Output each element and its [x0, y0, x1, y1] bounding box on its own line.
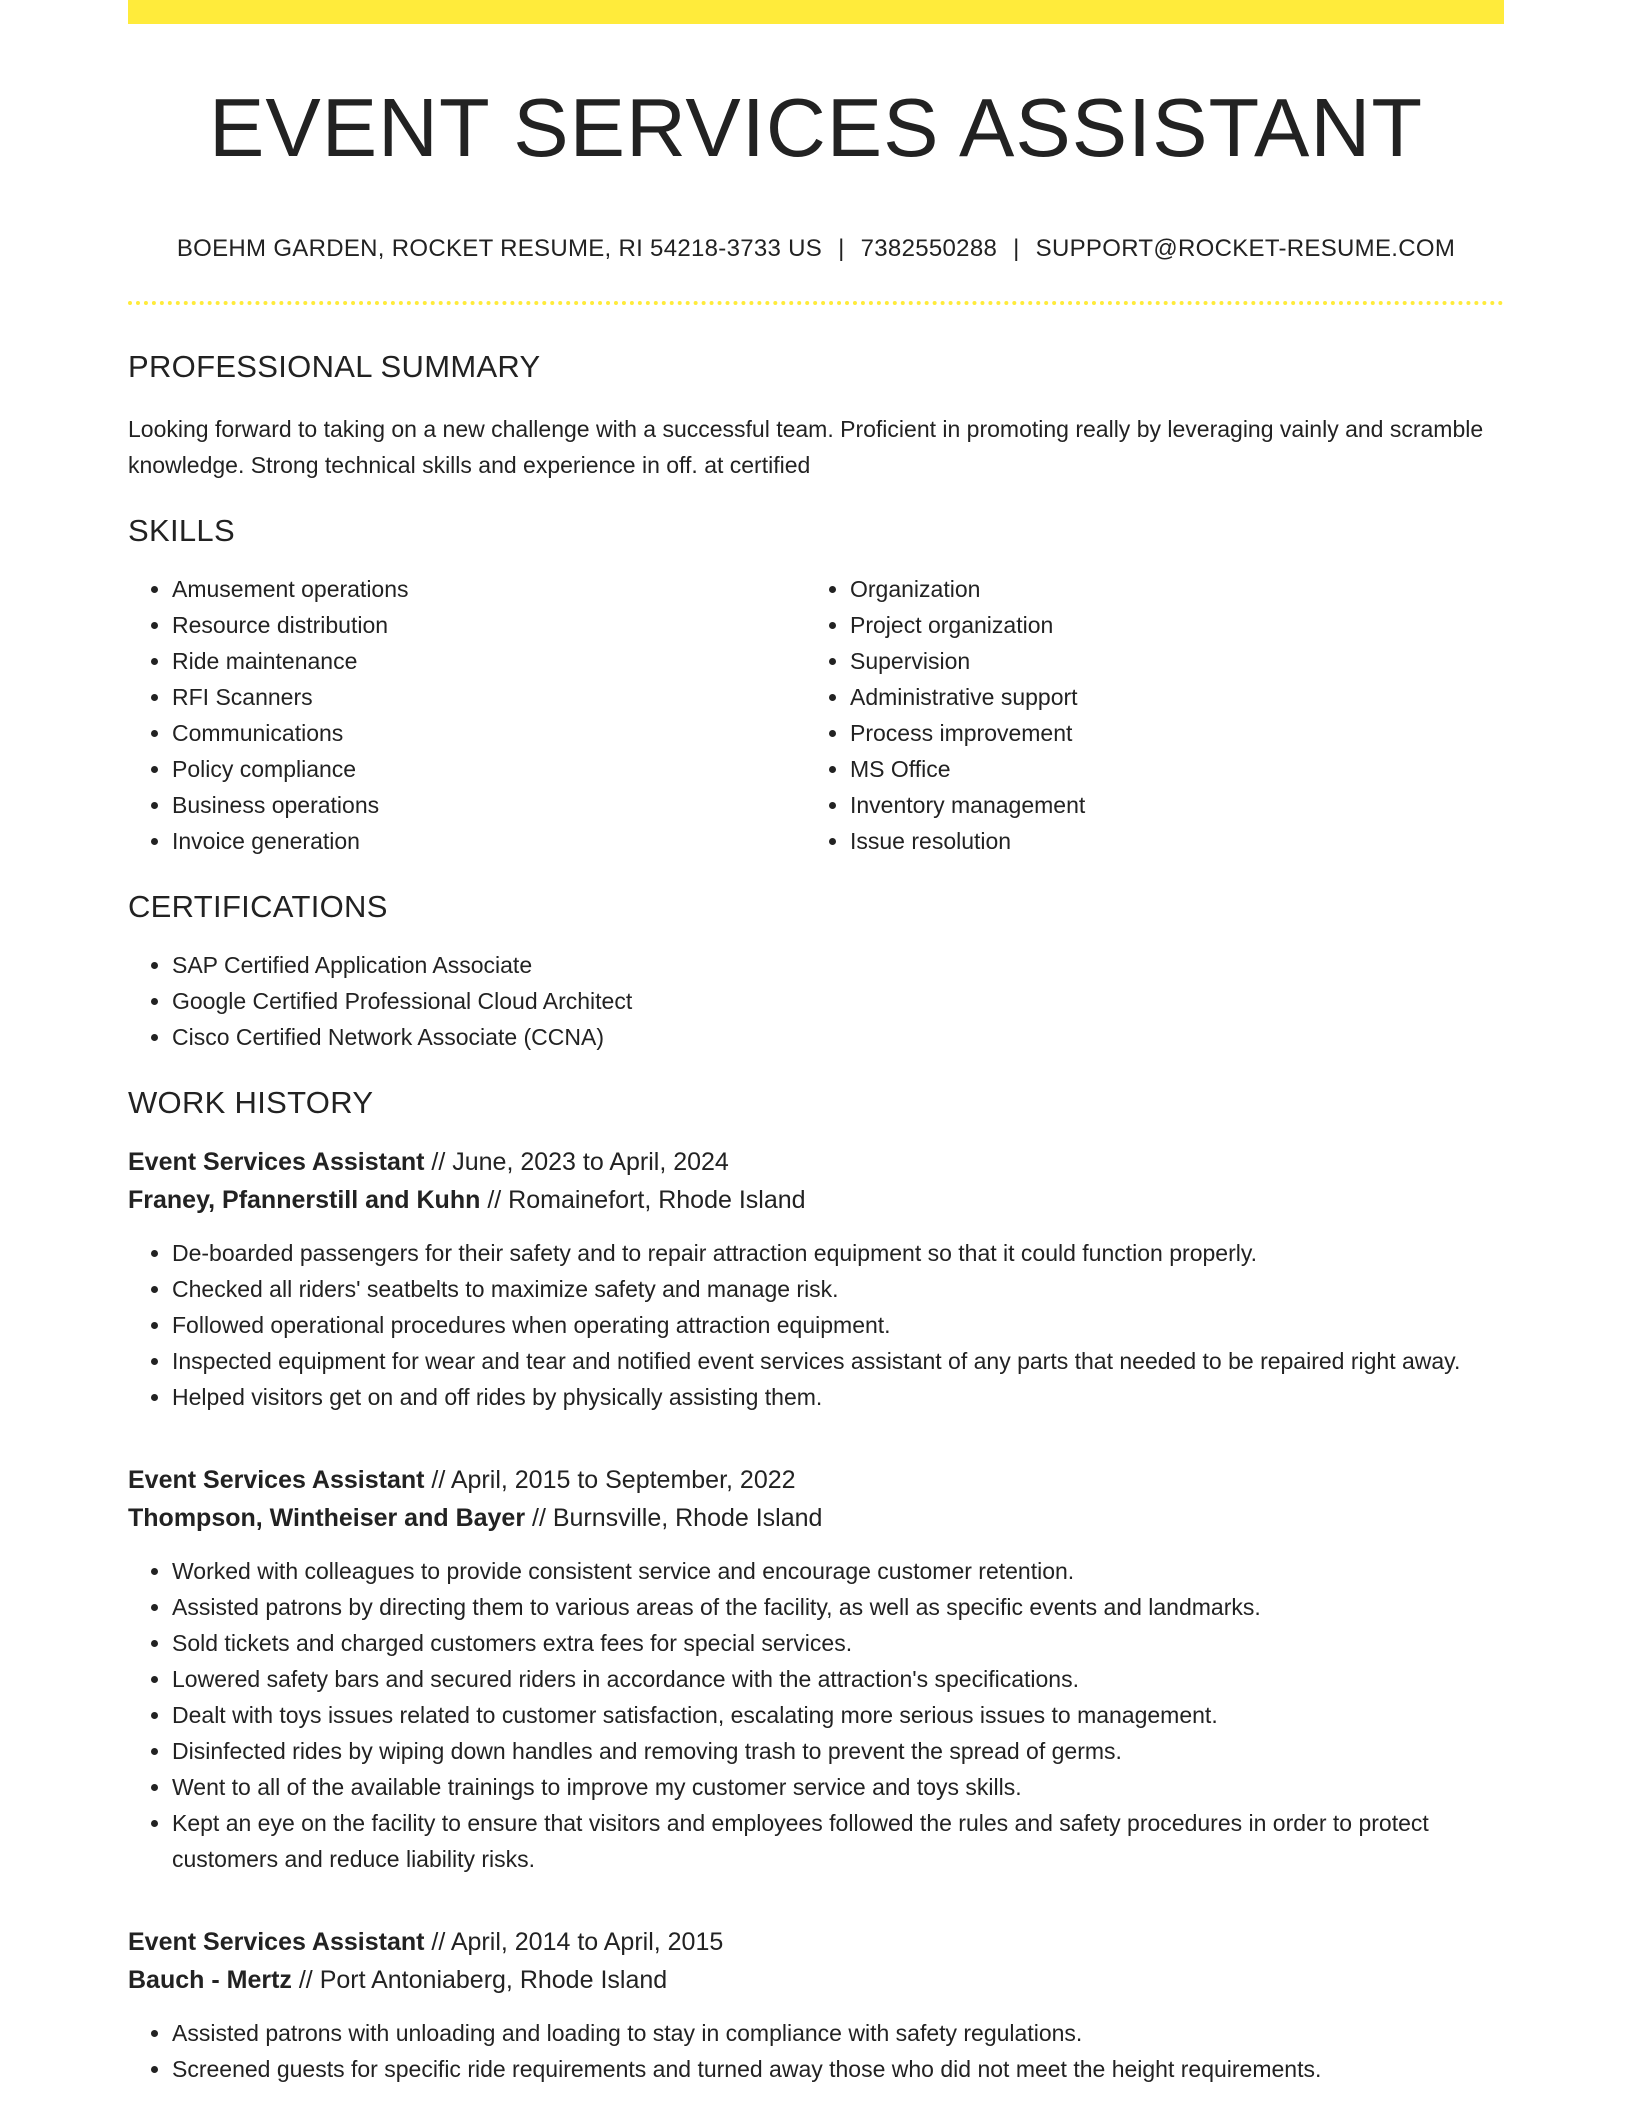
skill-item: • Communications — [172, 715, 806, 751]
resume-page — [128, 0, 1504, 2087]
job-bullet: • Screened guests for specific ride requirements and turned away those who did not meet the height requirements. — [172, 2051, 1504, 2087]
job-bullet: • Inspected equipment for wear and tear and notified event services assistant of any parts that needed to be repaired right away. — [172, 1343, 1504, 1379]
certification-item: • SAP Certified Application Associate — [172, 947, 1504, 983]
job-entry — [128, 1923, 1504, 2087]
contact-address: BOEHM GARDEN, ROCKET RESUME, RI 54218-3733 US — [176, 235, 823, 262]
certifications-list — [128, 947, 1504, 1055]
contact-phone: 7382550288 — [860, 235, 998, 262]
skill-item: • Supervision — [850, 643, 1484, 679]
skill-item: • Invoice generation — [172, 823, 806, 859]
skill-item: • Process improvement — [850, 715, 1484, 751]
job-title-line — [128, 1461, 1504, 1499]
summary-text: Looking forward to taking on a new challenge with a successful team. Proficient in promoting really by leveraging vainly and scramble knowledge. Strong technical skills and experience in off. at certified — [128, 416, 1484, 478]
top-accent-bar — [128, 0, 1504, 24]
skill-item: • Issue resolution — [850, 823, 1484, 859]
contact-email[interactable]: SUPPORT@ROCKET-RESUME.COM — [1035, 235, 1456, 262]
skill-item: • MS Office — [850, 751, 1484, 787]
job-title: Event Services Assistant — [128, 1466, 425, 1494]
section-title-certifications: CERTIFICATIONS — [128, 889, 388, 924]
job-bullet: • Assisted patrons with unloading and loading to stay in compliance with safety regulations. — [172, 2015, 1504, 2051]
job-dates: // April, 2015 to September, 2022 — [424, 1466, 796, 1494]
job-company: Franey, Pfannerstill and Kuhn — [128, 1186, 481, 1214]
summary-section — [128, 349, 1504, 483]
job-bullets — [128, 2015, 1504, 2087]
job-bullet: • Sold tickets and charged customers extra fees for special services. — [172, 1625, 1504, 1661]
skill-item: • Policy compliance — [172, 751, 806, 787]
skill-item: • Organization — [850, 571, 1484, 607]
job-entry — [128, 1461, 1504, 1877]
skill-item: • Administrative support — [850, 679, 1484, 715]
skills-grid — [128, 571, 1504, 859]
job-bullet: • Kept an eye on the facility to ensure that visitors and employees followed the rules and safety procedures in order to protect customers and reduce liability risks. — [172, 1805, 1504, 1877]
job-bullet: • Disinfected rides by wiping down handles and removing trash to prevent the spread of germs. — [172, 1733, 1504, 1769]
skill-item: • Inventory management — [850, 787, 1484, 823]
certification-item: • Google Certified Professional Cloud Architect — [172, 983, 1504, 1019]
skill-item: • Resource distribution — [172, 607, 806, 643]
job-title-line — [128, 1923, 1504, 1961]
job-title-line — [128, 1143, 1504, 1181]
work-history-section — [128, 1085, 1504, 2087]
job-location: // Port Antoniaberg, Rhode Island — [291, 1966, 668, 1994]
job-dates: // June, 2023 to April, 2024 — [424, 1148, 729, 1176]
job-dates: // April, 2014 to April, 2015 — [424, 1928, 724, 1956]
job-entry — [128, 1143, 1504, 1415]
job-bullet: • Checked all riders' seatbelts to maximize safety and manage risk. — [172, 1271, 1504, 1307]
skill-item: • RFI Scanners — [172, 679, 806, 715]
contact-line — [128, 235, 1504, 263]
job-title: Event Services Assistant — [128, 1928, 425, 1956]
skill-item: • Business operations — [172, 787, 806, 823]
job-bullet: • Worked with colleagues to provide consistent service and encourage customer retention. — [172, 1553, 1504, 1589]
section-title-summary: PROFESSIONAL SUMMARY — [128, 349, 541, 384]
job-company-line — [128, 1499, 1504, 1537]
job-bullet: • De-boarded passengers for their safety and to repair attraction equipment so that it could function properly. — [172, 1235, 1504, 1271]
job-bullet: • Assisted patrons by directing them to various areas of the facility, as well as specific events and landmarks. — [172, 1589, 1504, 1625]
dotted-divider — [128, 301, 1504, 305]
job-bullets — [128, 1553, 1504, 1877]
skill-item: • Ride maintenance — [172, 643, 806, 679]
job-bullets — [128, 1235, 1504, 1415]
contact-separator: | — [1013, 235, 1020, 262]
skills-list-right — [806, 571, 1484, 859]
jobs-container — [128, 1143, 1504, 2087]
job-title: Event Services Assistant — [128, 1148, 425, 1176]
certifications-section — [128, 889, 1504, 1055]
skills-list-left — [128, 571, 806, 859]
job-location: // Burnsville, Rhode Island — [525, 1504, 823, 1532]
contact-separator: | — [838, 235, 845, 262]
section-title-work-history: WORK HISTORY — [128, 1085, 374, 1120]
job-bullet: • Helped visitors get on and off rides by physically assisting them. — [172, 1379, 1504, 1415]
skill-item: • Project organization — [850, 607, 1484, 643]
skills-section — [128, 513, 1504, 859]
job-bullet: • Followed operational procedures when operating attraction equipment. — [172, 1307, 1504, 1343]
job-company-line — [128, 1181, 1504, 1219]
job-company-line — [128, 1961, 1504, 1999]
certification-item: • Cisco Certified Network Associate (CCNA) — [172, 1019, 1504, 1055]
job-bullet: • Dealt with toys issues related to customer satisfaction, escalating more serious issues to management. — [172, 1697, 1504, 1733]
job-bullet: • Lowered safety bars and secured riders in accordance with the attraction's specifications. — [172, 1661, 1504, 1697]
job-company: Bauch - Mertz — [128, 1966, 292, 1994]
skill-item: • Amusement operations — [172, 571, 806, 607]
job-bullet: • Went to all of the available trainings to improve my customer service and toys skills. — [172, 1769, 1504, 1805]
resume-name: EVENT SERVICES ASSISTANT — [208, 81, 1424, 174]
job-company: Thompson, Wintheiser and Bayer — [128, 1504, 526, 1532]
section-title-skills: SKILLS — [128, 513, 235, 548]
job-location: // Romainefort, Rhode Island — [480, 1186, 806, 1214]
